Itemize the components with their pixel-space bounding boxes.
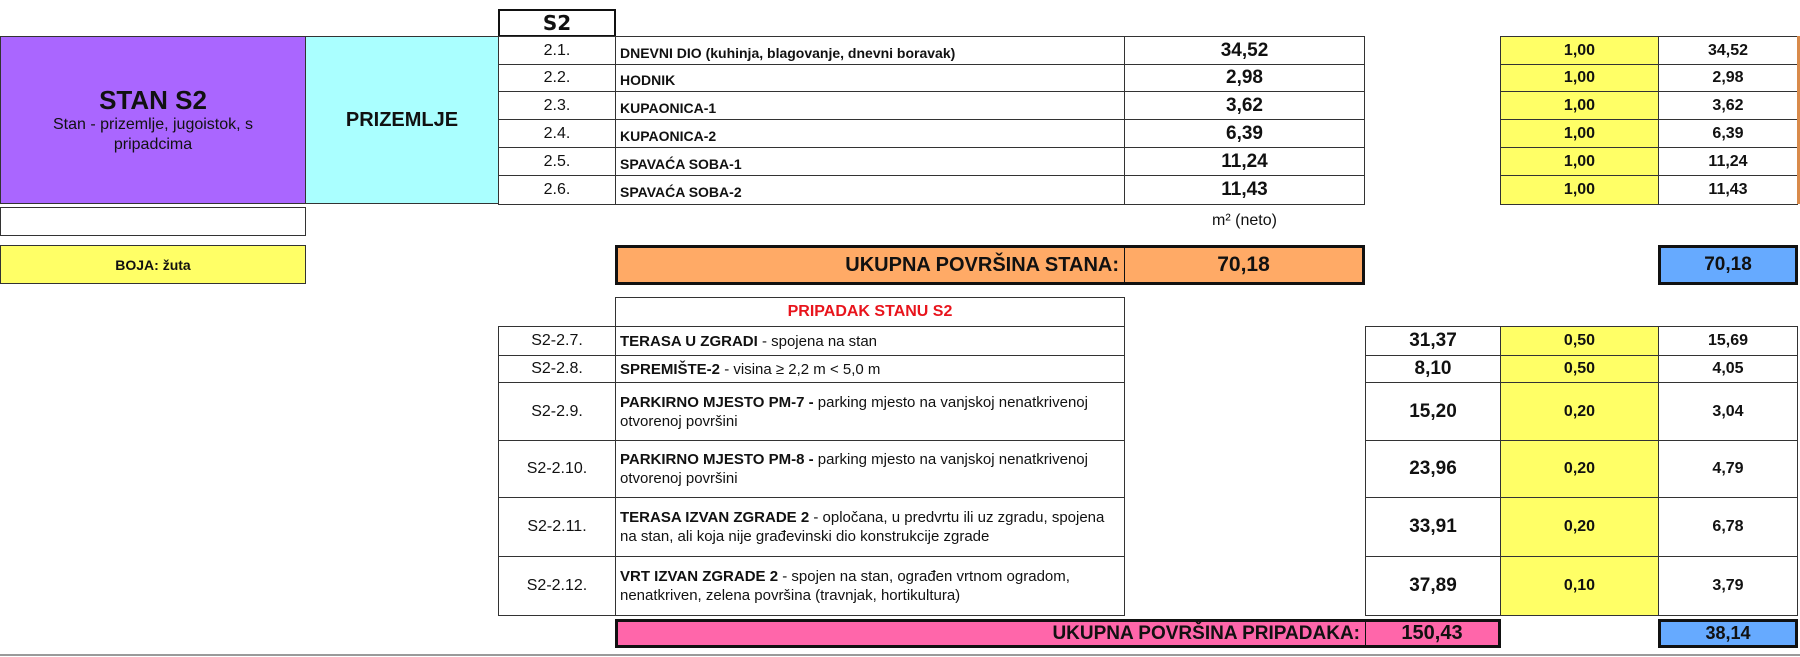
room-area [1124, 91, 1365, 120]
appurtenance-desc: parking mjesto na vanjskoj nenatkrivenoj otvorenoj površini [620, 393, 1088, 430]
room-factor-text: 1,00 [1563, 181, 1596, 198]
room-number-text: 2.4. [543, 124, 571, 142]
apartment-total-value [1124, 245, 1365, 285]
appurtenance-result-text: 4,05 [1712, 360, 1744, 377]
appurtenance-name: SPREMIŠTE-2 [620, 360, 721, 378]
room-area-text: 6,39 [1226, 122, 1263, 144]
appurtenance-description-text [620, 393, 1116, 431]
unit-note: m² (neto) [1212, 212, 1277, 229]
room-number-text: 2.1. [543, 41, 571, 59]
room-result-text: 11,43 [1708, 181, 1748, 198]
appurtenance-description [615, 326, 1125, 356]
room-result [1658, 64, 1798, 92]
appurtenances-title: PRIPADAK STANU S2 [787, 303, 953, 320]
appurtenance-number [498, 440, 616, 498]
appurtenance-description-text [620, 450, 1116, 488]
room-area-text: 11,43 [1221, 179, 1268, 200]
room-result [1658, 91, 1798, 120]
appurtenance-result [1658, 382, 1798, 441]
appurtenance-factor-text: 0,20 [1563, 402, 1596, 420]
appurtenance-number-text: S2-2.10. [526, 460, 588, 477]
room-factor-text: 1,00 [1563, 41, 1596, 59]
appurtenance-factor [1500, 440, 1659, 498]
appurtenance-result [1658, 440, 1798, 498]
appurtenances-total-value [1365, 619, 1501, 648]
appurtenance-result [1658, 556, 1798, 616]
empty-input-box[interactable] [0, 207, 306, 236]
apartment-total-label [615, 245, 1126, 285]
appurtenance-desc: - opločana, u predvrtu ili uz zgradu, spojena na stan, ali koja nije građevinski dio konstrukcije zgrade [620, 509, 1105, 545]
appurtenance-name: VRT IZVAN ZGRADE 2 [620, 568, 779, 585]
appurtenance-description [615, 382, 1125, 441]
apartment-subtitle: Stan - prizemlje, jugoistok, s pripadcima [52, 116, 254, 153]
page-bottom-divider [0, 654, 1800, 656]
appurtenance-description [615, 556, 1125, 616]
appurtenance-number-text: S2-2.11. [527, 518, 587, 535]
unit-header [498, 9, 616, 37]
room-number [498, 36, 616, 65]
room-result-text: 3,62 [1712, 96, 1744, 114]
room-name-text: SPAVAĆA SOBA-1 [620, 155, 742, 172]
room-number [498, 91, 616, 120]
room-area [1124, 36, 1365, 65]
room-number [498, 64, 616, 92]
room-number-text: 2.6. [543, 181, 571, 198]
appurtenance-factor [1500, 497, 1659, 557]
appurtenance-factor-text: 0,10 [1563, 577, 1596, 594]
appurtenance-area [1365, 556, 1501, 616]
appurtenance-number [498, 556, 616, 616]
appurtenance-factor-text: 0,20 [1563, 518, 1596, 535]
room-result-text: 2,98 [1712, 69, 1744, 86]
room-factor [1500, 119, 1659, 148]
appurtenance-result-text: 4,79 [1712, 460, 1744, 477]
appurtenance-desc: - spojena na stan [757, 332, 878, 350]
room-name-text: HODNIK [620, 72, 676, 88]
room-area [1124, 147, 1365, 176]
appurtenance-number [498, 326, 616, 356]
apartment-total-value-text: 70,18 [1217, 253, 1270, 276]
appurtenance-result [1658, 497, 1798, 557]
room-factor [1500, 147, 1659, 176]
appurtenance-number [498, 382, 616, 441]
appurtenance-name: PARKIRNO MJESTO PM-7 - [620, 393, 814, 411]
appurtenance-description [615, 355, 1125, 383]
room-name [615, 147, 1125, 176]
appurtenance-factor [1500, 382, 1659, 441]
appurtenance-factor-text: 0,20 [1563, 460, 1596, 477]
appurtenance-area [1365, 497, 1501, 557]
appurtenance-number-text: S2-2.8. [531, 360, 583, 377]
apartment-title: STAN S2 [99, 85, 207, 115]
room-result [1658, 175, 1798, 205]
appurtenance-number [498, 355, 616, 383]
room-area-text: 3,62 [1226, 94, 1263, 116]
appurtenance-desc: parking mjesto na vanjskoj nenatkrivenoj otvorenoj površini [620, 451, 1088, 487]
room-result-text: 11,24 [1708, 152, 1748, 170]
appurtenances-total-label [615, 619, 1367, 648]
appurtenance-factor [1500, 556, 1659, 616]
appurtenance-factor-text: 0,50 [1563, 360, 1596, 377]
appurtenances-total-value-text: 150,43 [1401, 622, 1463, 644]
color-label: BOJA: žuta [115, 256, 191, 273]
color-label-box [0, 245, 306, 284]
appurtenance-area-text: 37,89 [1409, 575, 1457, 596]
appurtenance-name: PARKIRNO MJESTO PM-8 - [620, 451, 814, 468]
room-number [498, 175, 616, 205]
apartment-weighted-total [1658, 245, 1798, 285]
appurtenance-description-text [620, 508, 1116, 546]
room-name-text: SPAVAĆA SOBA-2 [620, 184, 742, 200]
appurtenance-description-text [620, 567, 1116, 605]
room-factor-text: 1,00 [1563, 152, 1596, 170]
appurtenance-result-text: 3,79 [1712, 577, 1744, 594]
room-factor-text: 1,00 [1563, 96, 1596, 114]
appurtenance-number-text: S2-2.12. [526, 577, 588, 594]
room-factor [1500, 36, 1659, 65]
room-result [1658, 36, 1798, 65]
apartment-total-label-text: UKUPNA POVRŠINA STANA: [845, 253, 1119, 276]
appurtenance-area [1365, 382, 1501, 441]
appurtenances-total-label-text: UKUPNA POVRŠINA PRIPADAKA: [1052, 622, 1360, 644]
appurtenance-name: TERASA U ZGRADI [620, 332, 758, 350]
room-area-text: 34,52 [1220, 39, 1269, 61]
appurtenance-number-text: S2-2.7. [531, 332, 583, 349]
room-result-text: 6,39 [1712, 124, 1744, 142]
apartment-weighted-total-text: 70,18 [1704, 254, 1752, 275]
room-name [615, 36, 1125, 65]
appurtenances-weighted-total [1658, 619, 1798, 648]
apartment-cell [0, 36, 306, 204]
room-area-text: 11,24 [1221, 150, 1268, 172]
room-factor-text: 1,00 [1563, 124, 1596, 142]
room-area-text: 2,98 [1226, 67, 1263, 88]
room-factor [1500, 175, 1659, 205]
floor-cell [305, 36, 499, 204]
room-name-text: DNEVNI DIO (kuhinja, blagovanje, dnevni boravak) [620, 44, 956, 61]
appurtenance-number-text: S2-2.9. [531, 402, 583, 420]
appurtenance-result-text: 15,69 [1707, 332, 1749, 349]
room-area [1124, 64, 1365, 92]
unit-header-label: S2 [542, 11, 572, 35]
appurtenance-desc: - visina ≥ 2,2 m < 5,0 m [720, 360, 881, 378]
room-factor [1500, 91, 1659, 120]
appurtenance-factor [1500, 326, 1659, 356]
appurtenances-weighted-total-text: 38,14 [1705, 623, 1751, 643]
room-factor-text: 1,00 [1563, 69, 1596, 86]
appurtenance-factor-text: 0,50 [1563, 332, 1596, 349]
appurtenance-area [1365, 355, 1501, 383]
appurtenance-description-text [620, 332, 877, 351]
appurtenance-area [1365, 326, 1501, 356]
appurtenance-description-text [620, 360, 880, 379]
room-result [1658, 147, 1798, 176]
appurtenance-desc: - spojen na stan, ograđen vrtnom ogradom, nenatkriven, zelena površina (travnjak, hortikultura) [620, 568, 1070, 604]
room-name [615, 91, 1125, 120]
room-result [1658, 119, 1798, 148]
appurtenance-area-text: 15,20 [1409, 400, 1457, 422]
floor-label: PRIZEMLJE [345, 108, 459, 131]
room-number-text: 2.5. [543, 152, 571, 170]
appurtenance-result-text: 6,78 [1712, 518, 1744, 535]
appurtenance-factor [1500, 355, 1659, 383]
appurtenance-description [615, 497, 1125, 557]
room-result-text: 34,52 [1707, 41, 1749, 59]
room-number [498, 119, 616, 148]
room-number-text: 2.3. [543, 96, 571, 114]
appurtenance-area-text: 31,37 [1409, 330, 1457, 351]
appurtenance-name: TERASA IZVAN ZGRADE 2 [620, 509, 810, 526]
room-name [615, 64, 1125, 92]
room-number [498, 147, 616, 176]
room-name-text: KUPAONICA-1 [620, 99, 717, 116]
appurtenance-number [498, 497, 616, 557]
room-name [615, 175, 1125, 205]
room-name [615, 119, 1125, 148]
room-factor [1500, 64, 1659, 92]
appurtenance-area-text: 23,96 [1409, 458, 1457, 479]
room-number-text: 2.2. [543, 69, 571, 86]
room-name-text: KUPAONICA-2 [620, 127, 717, 144]
appurtenance-area-text: 33,91 [1409, 516, 1457, 537]
appurtenance-area [1365, 440, 1501, 498]
room-area [1124, 119, 1365, 148]
room-area [1124, 175, 1365, 205]
appurtenance-result-text: 3,04 [1712, 402, 1744, 420]
appurtenance-area-text: 8,10 [1414, 358, 1452, 379]
appurtenances-title-cell [615, 297, 1125, 327]
appurtenance-result [1658, 355, 1798, 383]
appurtenance-description [615, 440, 1125, 498]
appurtenance-result [1658, 326, 1798, 356]
